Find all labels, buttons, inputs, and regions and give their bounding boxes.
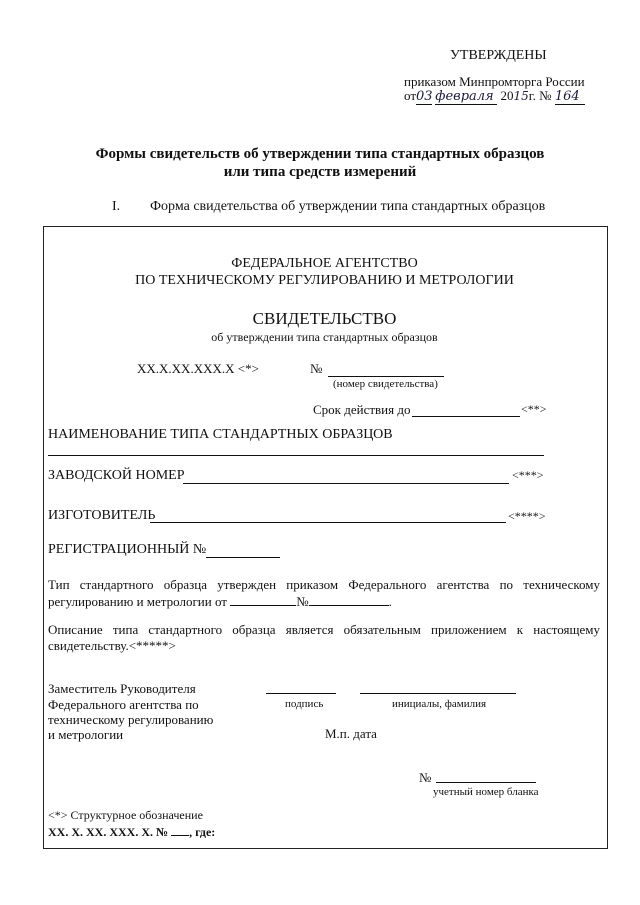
deputy-title-line2: Федерального агентства по — [48, 697, 199, 712]
registration-number-label: РЕГИСТРАЦИОННЫЙ № — [48, 542, 207, 557]
description-text-line2: свидетельству.<*****> — [48, 638, 176, 653]
structural-code: ХХ.Х.ХХ.ХХХ.Х <*> — [137, 361, 259, 376]
type-name-label: НАИМЕНОВАНИЕ ТИПА СТАНДАРТНЫХ ОБРАЗЦОВ — [48, 427, 393, 442]
document-heading-line2: или типа средств измерений — [223, 164, 417, 180]
manufacturer-mark: <****> — [508, 509, 546, 523]
validity-label: Срок действия до — [313, 402, 411, 417]
approval-number: 164 — [555, 89, 585, 105]
approval-text-number-sign: № — [296, 594, 309, 609]
certificate-number-line — [328, 376, 444, 377]
description-text-line1: Описание типа стандартного образца является обязательным приложением к настоящему — [48, 622, 600, 637]
certificate-number-sign: № — [310, 361, 323, 376]
serial-number-label: ЗАВОДСКОЙ НОМЕР — [48, 468, 185, 483]
blank-number-sign: № — [419, 770, 432, 785]
manufacturer-label: ИЗГОТОВИТЕЛЬ — [48, 508, 156, 523]
approval-order-line: приказом Минпромторга России — [404, 74, 585, 89]
approval-day: 03 — [416, 89, 433, 104]
manufacturer-line — [150, 522, 506, 523]
approval-number-blank — [309, 593, 389, 606]
approval-text-prefix: регулированию и метрологии от — [48, 594, 227, 609]
footnote-blank — [171, 824, 189, 836]
section-numeral: I. — [112, 199, 121, 214]
blank-number-caption: учетный номер бланка — [433, 786, 539, 798]
document-heading-line1: Формы свидетельств об утверждении типа стандартных образцов — [95, 146, 545, 162]
approval-text-line1: Тип стандартного образца утвержден приказом Федерального агентства по техническому — [48, 577, 600, 592]
blank-number-line — [436, 782, 536, 783]
approval-number-prefix: № — [539, 88, 552, 103]
approval-text-end: . — [388, 594, 392, 609]
certificate-subtitle: об утверждении типа стандартных образцов — [211, 330, 438, 344]
deputy-title-line1: Заместитель Руководителя — [48, 681, 196, 696]
serial-number-mark: <***> — [512, 468, 544, 482]
registration-number-line — [206, 557, 280, 558]
stamp-date: М.п. дата — [325, 726, 377, 741]
name-line — [360, 693, 516, 694]
deputy-title-line4: и метрологии — [48, 727, 124, 742]
approval-from-prefix: от — [404, 88, 417, 103]
approval-month: февраля — [435, 89, 497, 105]
signature-caption: подпись — [285, 698, 324, 710]
serial-number-line — [183, 483, 509, 484]
agency-name-line2: ПО ТЕХНИЧЕСКОМУ РЕГУЛИРОВАНИЮ И МЕТРОЛОГИИ — [135, 273, 514, 288]
validity-mark: <**> — [521, 402, 547, 416]
approval-text-line2 — [48, 593, 392, 610]
certificate-number-caption: (номер свидетельства) — [333, 378, 438, 390]
deputy-title-line3: техническому регулированию — [48, 712, 214, 727]
signature-line — [266, 693, 336, 694]
validity-line — [412, 416, 520, 417]
footnote-code: ХХ. Х. ХХ. ХХХ. Х. № — [48, 825, 169, 839]
agency-name-line1: ФЕДЕРАЛЬНОЕ АГЕНТСТВО — [231, 256, 418, 271]
approval-year: 15 — [513, 89, 529, 103]
approval-year-suffix: г. — [528, 88, 536, 103]
name-caption: инициалы, фамилия — [392, 698, 487, 710]
section-title: Форма свидетельства об утверждении типа стандартных образцов — [150, 199, 546, 214]
approval-date-blank — [230, 593, 296, 606]
approval-date-line — [404, 88, 585, 105]
certificate-title: СВИДЕТЕЛЬСТВО — [252, 309, 397, 328]
footnote-end: , где: — [189, 825, 216, 839]
approval-year-prefix: 20 — [500, 88, 514, 103]
approval-title: УТВЕРЖДЕНЫ — [450, 48, 547, 63]
type-name-line — [48, 455, 544, 456]
footnote-line1: <*> Структурное обозначение — [48, 808, 203, 822]
footnote-line2 — [48, 824, 215, 840]
